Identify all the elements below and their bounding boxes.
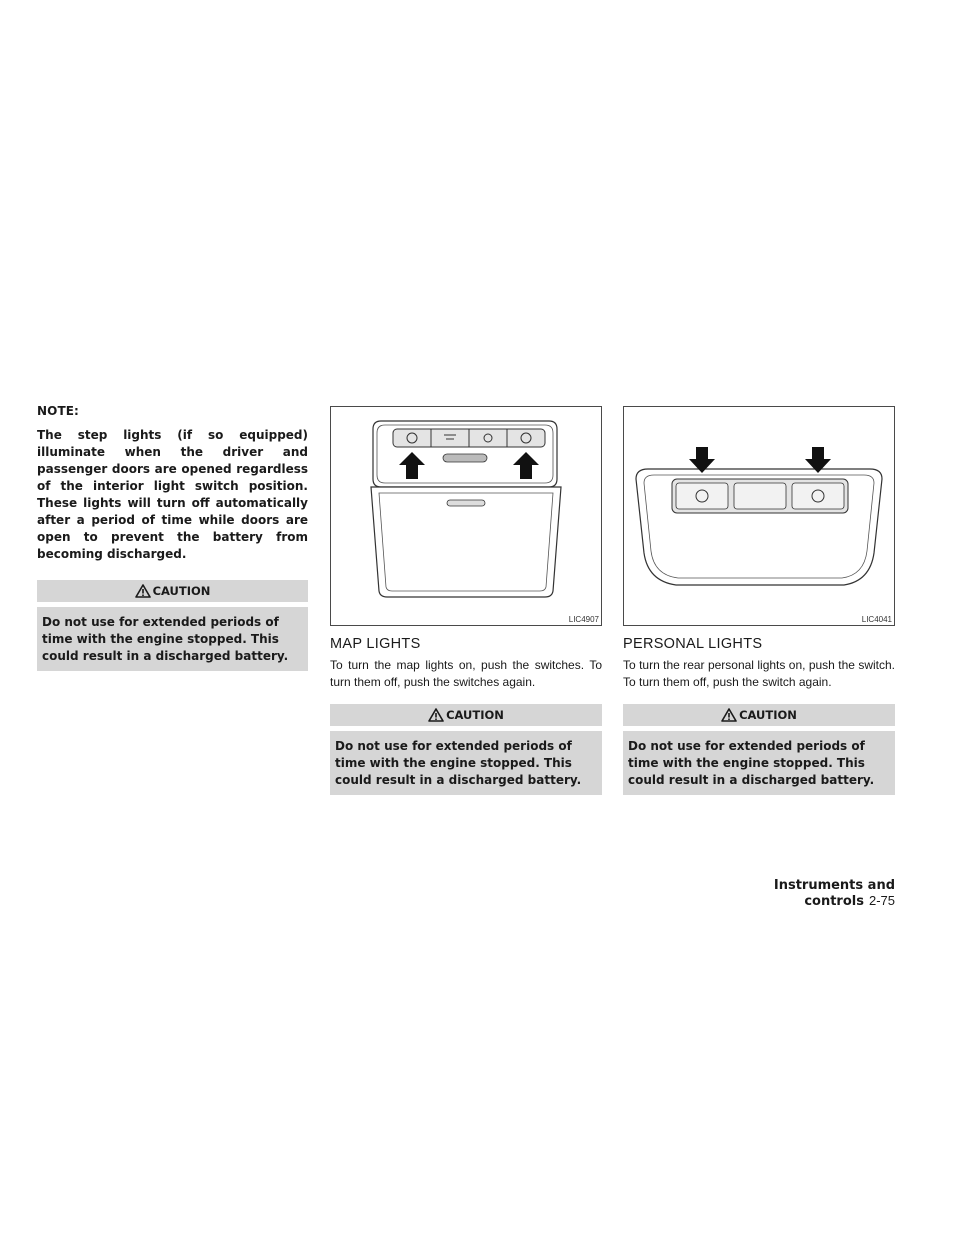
caution-text: Do not use for extended periods of time with the engine stopped. This could result in a discharged battery. (37, 607, 308, 671)
left-column (37, 404, 308, 671)
caution-header (37, 580, 308, 602)
warning-icon (135, 584, 151, 598)
section-body: To turn the rear personal lights on, push the switch. To turn them off, push the switch again. (623, 658, 895, 689)
figure-label: LIC4907 (568, 615, 599, 624)
page-number: 2-75 (868, 893, 895, 908)
section-title: MAP LIGHTS (330, 636, 421, 652)
personal-lights-figure (623, 406, 895, 626)
caution-header (330, 704, 602, 726)
caution-heading: CAUTION (446, 708, 504, 722)
figure-label: LIC4041 (861, 615, 892, 624)
personal-lights-illustration (624, 407, 894, 625)
caution-box (37, 580, 308, 671)
note-text: The step lights (if so equipped) illuminate when the driver and passenger doors are opened regardless of the interior light switch position. These lights will turn off automatically after a period of time while doors are open to prevent the battery from becoming discharged. (37, 428, 308, 561)
caution-heading: CAUTION (152, 584, 211, 598)
map-lights-column (330, 406, 602, 795)
caution-text: Do not use for extended periods of time with the engine stopped. This could result in a discharged battery. (623, 731, 895, 795)
section-body: To turn the map lights on, push the switches. To turn them off, push the switches again. (330, 658, 602, 689)
caution-text: Do not use for extended periods of time with the engine stopped. This could result in a discharged battery. (330, 731, 602, 795)
warning-icon (428, 708, 444, 722)
page-footer (705, 878, 895, 909)
note-label: NOTE: (37, 404, 79, 418)
map-lights-illustration (331, 407, 601, 625)
caution-box (623, 704, 895, 795)
personal-lights-column (623, 406, 895, 795)
footer-section-title: Instruments and controls (773, 878, 895, 909)
caution-box (330, 704, 602, 795)
map-lights-figure (330, 406, 602, 626)
caution-heading: CAUTION (739, 708, 797, 722)
warning-icon (721, 708, 737, 722)
caution-header (623, 704, 895, 726)
section-title: PERSONAL LIGHTS (623, 636, 763, 652)
